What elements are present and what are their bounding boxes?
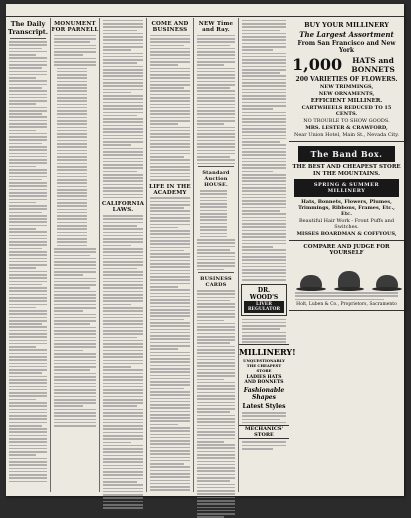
millinery-heading: BUY YOUR MILLINERY — [304, 21, 389, 29]
address: Near Union Hotel, Main St., Nevada City. — [293, 132, 400, 138]
efficient-milliner: EFFICIENT MILLINER. — [310, 98, 383, 104]
newspaper-page — [6, 4, 404, 496]
page-folio — [6, 4, 404, 17]
ladies-hats: LADIES HATS AND BONNETS — [244, 375, 284, 385]
hats-illustration — [294, 259, 399, 289]
article-text — [150, 197, 190, 491]
spring-summer: SPRING & SUMMER MILLINERY — [294, 179, 399, 197]
cartwheels: CARTWHEELS REDUCED TO 15 CENTS. — [301, 105, 392, 117]
millinery-ad — [289, 18, 404, 142]
column-4 — [147, 18, 194, 492]
flowers-varieties: 200 VARIETIES OF FLOWERS. — [295, 76, 398, 83]
best-cheapest: THE BEST AND CHEAPEST STORE — [292, 164, 401, 170]
proprietor: MRS. LESTER & CRAWFORD, — [305, 125, 388, 131]
column-5 — [194, 18, 239, 492]
hat-icon — [376, 275, 398, 289]
article-text — [197, 190, 235, 270]
compare-heading: COMPARE AND JUDGE FOR YOURSELF — [303, 244, 390, 256]
column-4-heading: COME AND BUSINESS — [151, 21, 189, 33]
holt-luben-ad: Holt, Luben & Co., Proprietors, Sacramento — [296, 301, 397, 307]
in-the-mountains: IN THE MOUNTAINS. — [313, 171, 380, 177]
from-sf-ny: From San Francisco and New York — [297, 40, 396, 54]
hat-icon — [338, 271, 360, 289]
column-1 — [6, 18, 51, 492]
column-3-heading: CALIFORNIA LAWS. — [101, 201, 145, 214]
big-number: 1,000 — [292, 55, 343, 74]
advertisement-column — [289, 18, 404, 492]
article-text — [197, 35, 235, 165]
hats-list: Hats, Bonnets, Flowers, Plumes, Trimmings, Ribbons, Frames, Etc., Etc. — [298, 199, 395, 217]
article-text — [9, 41, 47, 482]
column-5-heading: NEW Time and Ray. — [198, 21, 234, 33]
article-text — [197, 290, 235, 518]
column-2 — [51, 18, 100, 492]
mechanics-store-ad — [239, 344, 296, 493]
column-2-heading: MONUMENT FOR PARNELL — [51, 21, 99, 33]
column-4-subheading: LIFE IN THE ACADEMY — [149, 183, 191, 196]
dr-wood-ad — [241, 284, 287, 316]
compare-ad — [289, 241, 404, 311]
beautiful-hair-work: Beautiful Hair Work - Front Puffs and Switches. — [298, 218, 395, 230]
new-ornaments: NEW ORNAMENTS, — [318, 91, 375, 97]
hats-and-bonnets: HATS and BONNETS — [351, 56, 395, 74]
auction-house-heading: Standard Auction HOUSE. — [202, 170, 230, 189]
millinery-big-title: MILLINERY! — [239, 347, 296, 357]
business-cards-heading: BUSINESS CARDS — [200, 276, 232, 289]
article-text — [150, 35, 190, 181]
dr-wood-title: DR. WOOD'S — [249, 286, 279, 301]
unquestionably-cheapest: UNQUESTIONABLY THE CHEAPEST STORE — [243, 358, 285, 373]
latest-styles: Latest Styles — [242, 403, 286, 410]
fashionable-shapes: Fashionable Shapes — [243, 387, 285, 401]
liver-regulator-label: LIVER REGULATOR — [244, 301, 284, 313]
hat-icon — [300, 275, 322, 289]
band-box-title: The Band Box. — [298, 146, 395, 162]
article-text — [103, 20, 143, 199]
article-text — [54, 35, 96, 427]
mechanics-store: MECHANICS' STORE — [239, 425, 289, 439]
largest-assortment: The Largest Assortment — [299, 30, 394, 39]
boardman: MISSES BOARDMAN & COFFYOUS, — [296, 231, 397, 237]
article-text — [103, 215, 143, 509]
band-box-ad — [289, 142, 404, 241]
new-trimmings: NEW TRIMMINGS, — [319, 84, 374, 90]
no-trouble: NO TROUBLE TO SHOW GOODS. — [303, 118, 390, 124]
masthead-title: The Daily Transcript. — [7, 20, 49, 36]
column-3 — [100, 18, 147, 492]
article-text — [242, 20, 286, 281]
